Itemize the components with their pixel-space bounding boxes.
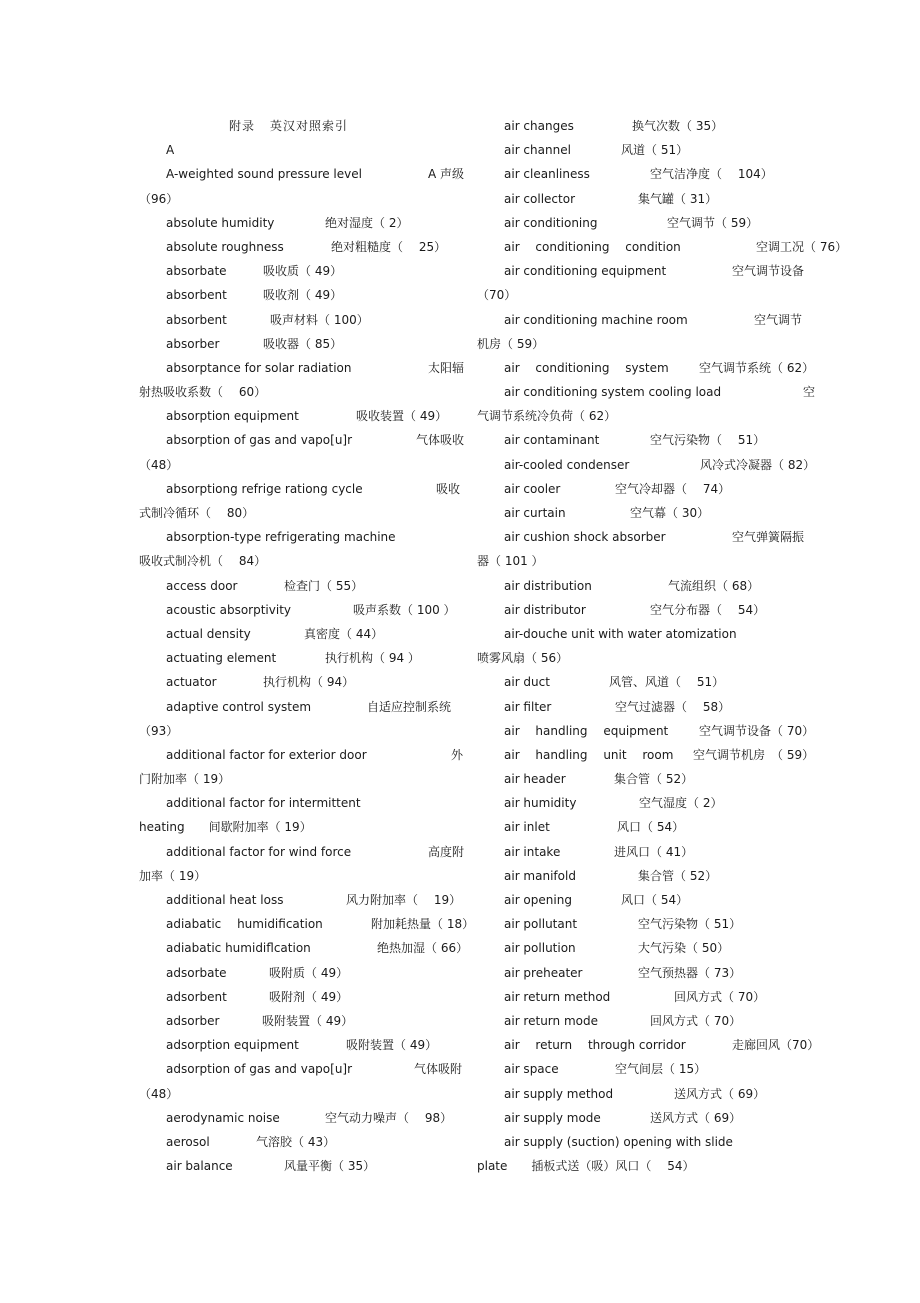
entry-english-term: air conditioning equipment bbox=[504, 264, 667, 279]
index-entry-continuation bbox=[477, 646, 789, 670]
index-entry bbox=[139, 840, 465, 864]
entry-chinese-term: 空气污染物（ 51） bbox=[650, 433, 766, 448]
index-entry bbox=[477, 1082, 789, 1106]
entry-english-term: air cushion shock absorber bbox=[504, 530, 666, 545]
entry-english-term: air filter bbox=[504, 699, 552, 714]
section-letter-text: A bbox=[166, 143, 175, 158]
continuation-text: 式制冷循环（ 80） bbox=[139, 506, 255, 520]
entry-english-term: air intake bbox=[504, 844, 561, 859]
entry-chinese-term: 高度附 bbox=[428, 844, 465, 859]
entry-english-term: absolute humidity bbox=[166, 215, 275, 230]
entry-english-term: air preheater bbox=[504, 965, 583, 980]
entry-english-term: A-weighted sound pressure level bbox=[166, 167, 362, 182]
index-entry bbox=[477, 114, 789, 138]
entry-english-term: adsorber bbox=[166, 1013, 220, 1028]
continuation-text: （48） bbox=[139, 1086, 179, 1101]
entry-english-term: actual density bbox=[166, 626, 251, 641]
index-entry bbox=[477, 815, 789, 839]
index-entry-continuation bbox=[139, 380, 439, 404]
entry-english-term: air distributor bbox=[504, 602, 586, 617]
index-entry bbox=[477, 622, 789, 646]
entry-english-term: additional heat loss bbox=[166, 893, 284, 907]
entry-chinese-term: 换气次数（ 35） bbox=[632, 119, 724, 133]
index-entry bbox=[139, 1009, 439, 1033]
entry-chinese-term: 空气调节（ 59） bbox=[667, 215, 759, 230]
entry-english-term: air conditioning system bbox=[504, 360, 669, 375]
index-entry bbox=[139, 428, 465, 452]
entry-chinese-term: 空气调节设备 bbox=[732, 264, 805, 279]
entry-english-term: air supply mode bbox=[504, 1110, 601, 1125]
entry-chinese-term: 集合管（ 52） bbox=[614, 772, 694, 787]
index-entry bbox=[477, 670, 789, 694]
index-entry bbox=[139, 356, 465, 380]
index-entry-continuation bbox=[477, 1154, 789, 1178]
index-entry bbox=[139, 598, 456, 622]
index-entry bbox=[477, 767, 789, 791]
index-entry bbox=[139, 1106, 453, 1130]
index-entry bbox=[477, 428, 789, 452]
entry-chinese-term: 吸附装置（ 49） bbox=[262, 1013, 354, 1028]
continuation-text: （48） bbox=[139, 457, 179, 472]
index-entry-continuation bbox=[139, 453, 439, 477]
entry-english-term: adiabatic humidiflcation bbox=[166, 941, 311, 956]
entry-english-term: absorptiong refrige rationg cycle bbox=[166, 481, 363, 496]
index-entry bbox=[139, 259, 439, 283]
continuation-text: 射热吸收系数（ 60） bbox=[139, 385, 267, 400]
entry-english-term: absorbent bbox=[166, 312, 227, 327]
entry-chinese-term: 风量平衡（ 35） bbox=[284, 1159, 376, 1174]
entry-english-term: air balance bbox=[166, 1159, 233, 1174]
entry-english-term: air conditioning system cooling load bbox=[504, 385, 722, 400]
index-entry-continuation bbox=[477, 283, 789, 307]
index-entry bbox=[139, 695, 452, 719]
entry-chinese-term: 吸附质（ 49） bbox=[269, 965, 349, 980]
entry-chinese-term: 空气污染物（ 51） bbox=[638, 917, 742, 932]
entry-english-term: additional factor for wind force bbox=[166, 844, 352, 859]
index-entry bbox=[139, 235, 447, 259]
entry-english-term: air distribution bbox=[504, 578, 592, 593]
index-entry bbox=[139, 791, 439, 815]
index-entry bbox=[477, 1009, 789, 1033]
entry-english-term: air conditioning condition bbox=[504, 239, 681, 254]
entry-chinese-term: 空气过滤器（ 58） bbox=[615, 699, 731, 714]
index-entry-continuation bbox=[139, 719, 439, 743]
entry-english-term: absorption of gas and vapo[u]r bbox=[166, 433, 353, 448]
index-entry bbox=[139, 1154, 439, 1178]
entry-english-term: air supply (suction) opening with slide bbox=[504, 1134, 733, 1149]
entry-english-term: air collector bbox=[504, 191, 576, 206]
appendix-title: 英汉对照索引 bbox=[270, 119, 349, 133]
entry-chinese-term: 气溶胶（ 43） bbox=[256, 1134, 336, 1149]
entry-chinese-term: 空气弹簧隔振 bbox=[732, 530, 805, 545]
entry-chinese-term: 吸附剂（ 49） bbox=[269, 989, 349, 1004]
entry-english-term: air cooler bbox=[504, 481, 561, 496]
entry-english-term: absorptance for solar radiation bbox=[166, 360, 352, 375]
index-entry bbox=[139, 961, 439, 985]
entry-chinese-term: 空调工况（ 76） bbox=[756, 239, 848, 254]
entry-english-term: air manifold bbox=[504, 868, 576, 883]
entry-chinese-term: 空气动力噪声（ 98） bbox=[325, 1110, 453, 1125]
continuation-text: 器（ 101 ） bbox=[477, 554, 544, 569]
entry-chinese-term: 吸收 bbox=[436, 481, 461, 496]
index-entry bbox=[139, 622, 439, 646]
index-entry-continuation bbox=[139, 1082, 439, 1106]
entry-english-term: air humidity bbox=[504, 796, 577, 811]
entry-english-term: air return method bbox=[504, 989, 611, 1004]
entry-english-term: air cleanliness bbox=[504, 167, 590, 182]
entry-english-term: adiabatic humidification bbox=[166, 917, 323, 932]
entry-english-term: absorbate bbox=[166, 264, 227, 279]
entry-chinese-term: 空气湿度（ 2） bbox=[639, 796, 723, 811]
entry-english-term: absorber bbox=[166, 336, 220, 351]
index-entry bbox=[477, 912, 789, 936]
continuation-text: （93） bbox=[139, 723, 179, 738]
entry-chinese-term: 集合管（ 52） bbox=[638, 868, 718, 883]
index-entry bbox=[477, 211, 789, 235]
entry-english-term: air conditioning bbox=[504, 215, 598, 230]
entry-chinese-term: 大气污染（ 50） bbox=[638, 941, 730, 956]
entry-chinese-term: 风冷式冷凝器（ 82） bbox=[700, 457, 816, 472]
entry-chinese-term: 空气预热器（ 73） bbox=[638, 965, 742, 980]
index-entry bbox=[477, 719, 815, 743]
entry-chinese-term: 集气罐（ 31） bbox=[638, 191, 718, 206]
entry-chinese-term: 执行机构（ 94） bbox=[263, 675, 355, 690]
index-entry bbox=[139, 1057, 463, 1081]
entry-chinese-term: 吸声系数（ 100 ） bbox=[353, 602, 456, 617]
entry-chinese-term: 进风口（ 41） bbox=[614, 844, 694, 859]
index-entry-continuation bbox=[139, 767, 439, 791]
entry-chinese-term: 风口（ 54） bbox=[617, 820, 685, 835]
index-entry bbox=[139, 936, 469, 960]
index-entry bbox=[477, 187, 789, 211]
entry-english-term: air handling equipment bbox=[504, 723, 669, 738]
index-entry bbox=[477, 138, 789, 162]
entry-english-term: air header bbox=[504, 772, 566, 787]
index-entry bbox=[477, 1033, 820, 1057]
entry-chinese-term: 吸收质（ 49） bbox=[263, 264, 343, 279]
continuation-text: （70） bbox=[477, 288, 517, 303]
index-entry bbox=[477, 501, 789, 525]
entry-chinese-term: 执行机构（ 94 ） bbox=[325, 651, 420, 666]
entry-chinese-term: 回风方式（ 70） bbox=[650, 1013, 742, 1028]
index-entry bbox=[139, 525, 439, 549]
entry-chinese-term: 空气调节设备（ 70） bbox=[699, 723, 815, 738]
index-entry bbox=[477, 477, 789, 501]
entry-chinese-term: 吸声材料（ 100） bbox=[270, 312, 369, 327]
entry-english-term: air-douche unit with water atomization bbox=[504, 626, 737, 641]
index-entry bbox=[139, 1130, 439, 1154]
index-entry bbox=[139, 888, 462, 912]
entry-chinese-term: 外 bbox=[451, 747, 464, 762]
entry-english-term: absolute roughness bbox=[166, 239, 284, 254]
entry-chinese-term: 走廊回风（70） bbox=[732, 1038, 820, 1053]
entry-english-term: air handling unit room bbox=[504, 747, 674, 762]
index-entry bbox=[139, 308, 439, 332]
entry-english-term: additional factor for intermittent bbox=[166, 796, 361, 811]
continuation-text: 气调节系统冷负荷（ 62） bbox=[477, 409, 617, 424]
index-entry-continuation bbox=[139, 815, 439, 839]
index-entry bbox=[477, 259, 805, 283]
entry-chinese-term: 风力附加率（ 19） bbox=[346, 893, 462, 907]
index-entry bbox=[477, 235, 848, 259]
entry-english-term: adsorption of gas and vapo[u]r bbox=[166, 1062, 353, 1077]
entry-english-term: absorbent bbox=[166, 288, 227, 303]
entry-chinese-term: 绝热加湿（ 66） bbox=[377, 941, 469, 956]
continuation-text: 门附加率（ 19） bbox=[139, 772, 231, 787]
entry-english-term: access door bbox=[166, 578, 238, 593]
entry-english-term: absorption-type refrigerating machine bbox=[166, 530, 396, 545]
index-entry-continuation bbox=[477, 404, 789, 428]
entry-english-term: absorption equipment bbox=[166, 409, 299, 424]
index-entry bbox=[139, 670, 439, 694]
index-entry bbox=[139, 477, 461, 501]
entry-chinese-term: 风道（ 51） bbox=[621, 143, 689, 158]
entry-english-term: air duct bbox=[504, 675, 550, 690]
entry-chinese-term: 太阳辐 bbox=[428, 360, 465, 375]
index-entry-continuation bbox=[139, 501, 439, 525]
entry-english-term: air return through corridor bbox=[504, 1038, 686, 1053]
entry-chinese-term: 吸收装置（ 49） bbox=[356, 409, 448, 424]
entry-chinese-term: 空气调节系统（ 62） bbox=[699, 360, 815, 375]
entry-english-term: additional factor for exterior door bbox=[166, 747, 367, 762]
entry-chinese-term: 气体吸附 bbox=[414, 1062, 463, 1077]
entry-english-term: air space bbox=[504, 1062, 559, 1077]
entry-chinese-term: 检查门（ 55） bbox=[284, 578, 364, 593]
entry-chinese-term: 风口（ 54） bbox=[621, 893, 689, 907]
entry-english-term: adsorbate bbox=[166, 965, 227, 980]
entry-english-term: air return mode bbox=[504, 1013, 598, 1028]
index-entry bbox=[477, 162, 789, 186]
index-entry bbox=[139, 332, 439, 356]
index-entry bbox=[477, 598, 789, 622]
index-entry bbox=[477, 1057, 789, 1081]
entry-chinese-term: 空气洁净度（ 104） bbox=[650, 167, 773, 182]
entry-english-term: actuator bbox=[166, 675, 217, 690]
entry-chinese-term: 吸收剂（ 49） bbox=[263, 288, 343, 303]
index-entry bbox=[139, 574, 439, 598]
index-entry-continuation bbox=[477, 332, 789, 356]
index-column-left bbox=[139, 114, 475, 1178]
entry-chinese-term: 空 bbox=[803, 385, 816, 400]
index-entry bbox=[477, 936, 789, 960]
entry-english-term: aerosol bbox=[166, 1134, 210, 1149]
index-entry bbox=[477, 888, 789, 912]
entry-chinese-term: 风管、风道（ 51） bbox=[609, 675, 725, 690]
entry-chinese-term: 空气幕（ 30） bbox=[630, 506, 710, 520]
entry-english-term: air curtain bbox=[504, 506, 566, 520]
entry-chinese-term: 空气调节 bbox=[754, 312, 803, 327]
entry-chinese-term: 绝对粗糙度（ 25） bbox=[331, 239, 447, 254]
entry-english-term: air contaminant bbox=[504, 433, 600, 448]
entry-chinese-term: 吸收器（ 85） bbox=[263, 336, 343, 351]
entry-english-term: air supply method bbox=[504, 1086, 614, 1101]
entry-chinese-term: 气体吸收 bbox=[416, 433, 465, 448]
index-entry bbox=[477, 864, 789, 888]
index-entry bbox=[477, 525, 805, 549]
entry-english-term: air conditioning machine room bbox=[504, 312, 688, 327]
continuation-text: 吸收式制冷机（ 84） bbox=[139, 554, 267, 569]
entry-chinese-term: 空气调节机房 （ 59） bbox=[693, 747, 815, 762]
index-entry bbox=[477, 380, 816, 404]
entry-english-term: aerodynamic noise bbox=[166, 1110, 280, 1125]
index-entry-continuation bbox=[139, 187, 439, 211]
index-entry bbox=[477, 985, 789, 1009]
index-entry bbox=[477, 574, 789, 598]
entry-english-term: adsorbent bbox=[166, 989, 227, 1004]
appendix-label: 附录 bbox=[229, 119, 256, 133]
index-entry bbox=[477, 356, 815, 380]
index-entry bbox=[139, 162, 465, 186]
index-entry bbox=[477, 840, 789, 864]
index-entry bbox=[139, 743, 464, 767]
entry-chinese-term: 空气间层（ 15） bbox=[615, 1062, 707, 1077]
entry-chinese-term: 送风方式（ 69） bbox=[650, 1110, 742, 1125]
entry-english-term: air pollutant bbox=[504, 917, 578, 932]
index-entry bbox=[477, 308, 803, 332]
entry-english-term: air changes bbox=[504, 119, 574, 133]
entry-chinese-term: 送风方式（ 69） bbox=[674, 1086, 766, 1101]
continuation-text: （96） bbox=[139, 191, 179, 206]
entry-chinese-term: 真密度（ 44） bbox=[304, 626, 384, 641]
entry-english-term: air inlet bbox=[504, 820, 550, 835]
entry-chinese-term: 空气分布器（ 54） bbox=[650, 602, 766, 617]
continuation-text: 加率（ 19） bbox=[139, 868, 207, 883]
index-entry-continuation bbox=[139, 864, 439, 888]
entry-chinese-term: 绝对湿度（ 2） bbox=[325, 215, 409, 230]
entry-english-term: air-cooled condenser bbox=[504, 457, 630, 472]
index-entry bbox=[477, 695, 789, 719]
index-entry-continuation bbox=[477, 549, 789, 573]
index-entry bbox=[477, 1130, 789, 1154]
continuation-text: plate 插板式送（吸）风口（ 54） bbox=[477, 1159, 695, 1174]
appendix-heading bbox=[139, 114, 439, 138]
entry-english-term: acoustic absorptivity bbox=[166, 602, 291, 617]
entry-chinese-term: 自适应控制系统 bbox=[367, 699, 452, 714]
entry-chinese-term: 附加耗热量（ 18） bbox=[371, 917, 475, 932]
entry-chinese-term: 空气冷却器（ 74） bbox=[615, 481, 731, 496]
index-entry bbox=[139, 211, 439, 235]
continuation-text: heating 间歇附加率（ 19） bbox=[139, 820, 312, 835]
entry-chinese-term: A 声级 bbox=[428, 167, 465, 182]
section-letter bbox=[139, 138, 439, 162]
index-entry bbox=[139, 646, 439, 670]
continuation-text: 机房（ 59） bbox=[477, 336, 545, 351]
index-entry bbox=[139, 404, 448, 428]
index-entry bbox=[139, 283, 439, 307]
entry-chinese-term: 吸附装置（ 49） bbox=[346, 1038, 438, 1053]
index-entry bbox=[477, 961, 789, 985]
entry-chinese-term: 回风方式（ 70） bbox=[674, 989, 766, 1004]
index-entry bbox=[477, 791, 789, 815]
index-entry bbox=[477, 743, 815, 767]
index-column-right bbox=[477, 114, 848, 1178]
index-entry bbox=[139, 985, 439, 1009]
entry-english-term: adsorption equipment bbox=[166, 1038, 299, 1053]
index-entry-continuation bbox=[139, 549, 439, 573]
entry-english-term: adaptive control system bbox=[166, 699, 312, 714]
entry-english-term: air pollution bbox=[504, 941, 576, 956]
index-entry bbox=[139, 1033, 439, 1057]
entry-chinese-term: 气流组织（ 68） bbox=[668, 578, 760, 593]
entry-english-term: air channel bbox=[504, 143, 571, 158]
index-entry bbox=[477, 1106, 789, 1130]
continuation-text: 喷雾风扇（ 56） bbox=[477, 651, 569, 666]
index-entry bbox=[477, 453, 816, 477]
index-entry bbox=[139, 912, 475, 936]
entry-english-term: actuating element bbox=[166, 651, 277, 666]
entry-english-term: air opening bbox=[504, 893, 572, 907]
